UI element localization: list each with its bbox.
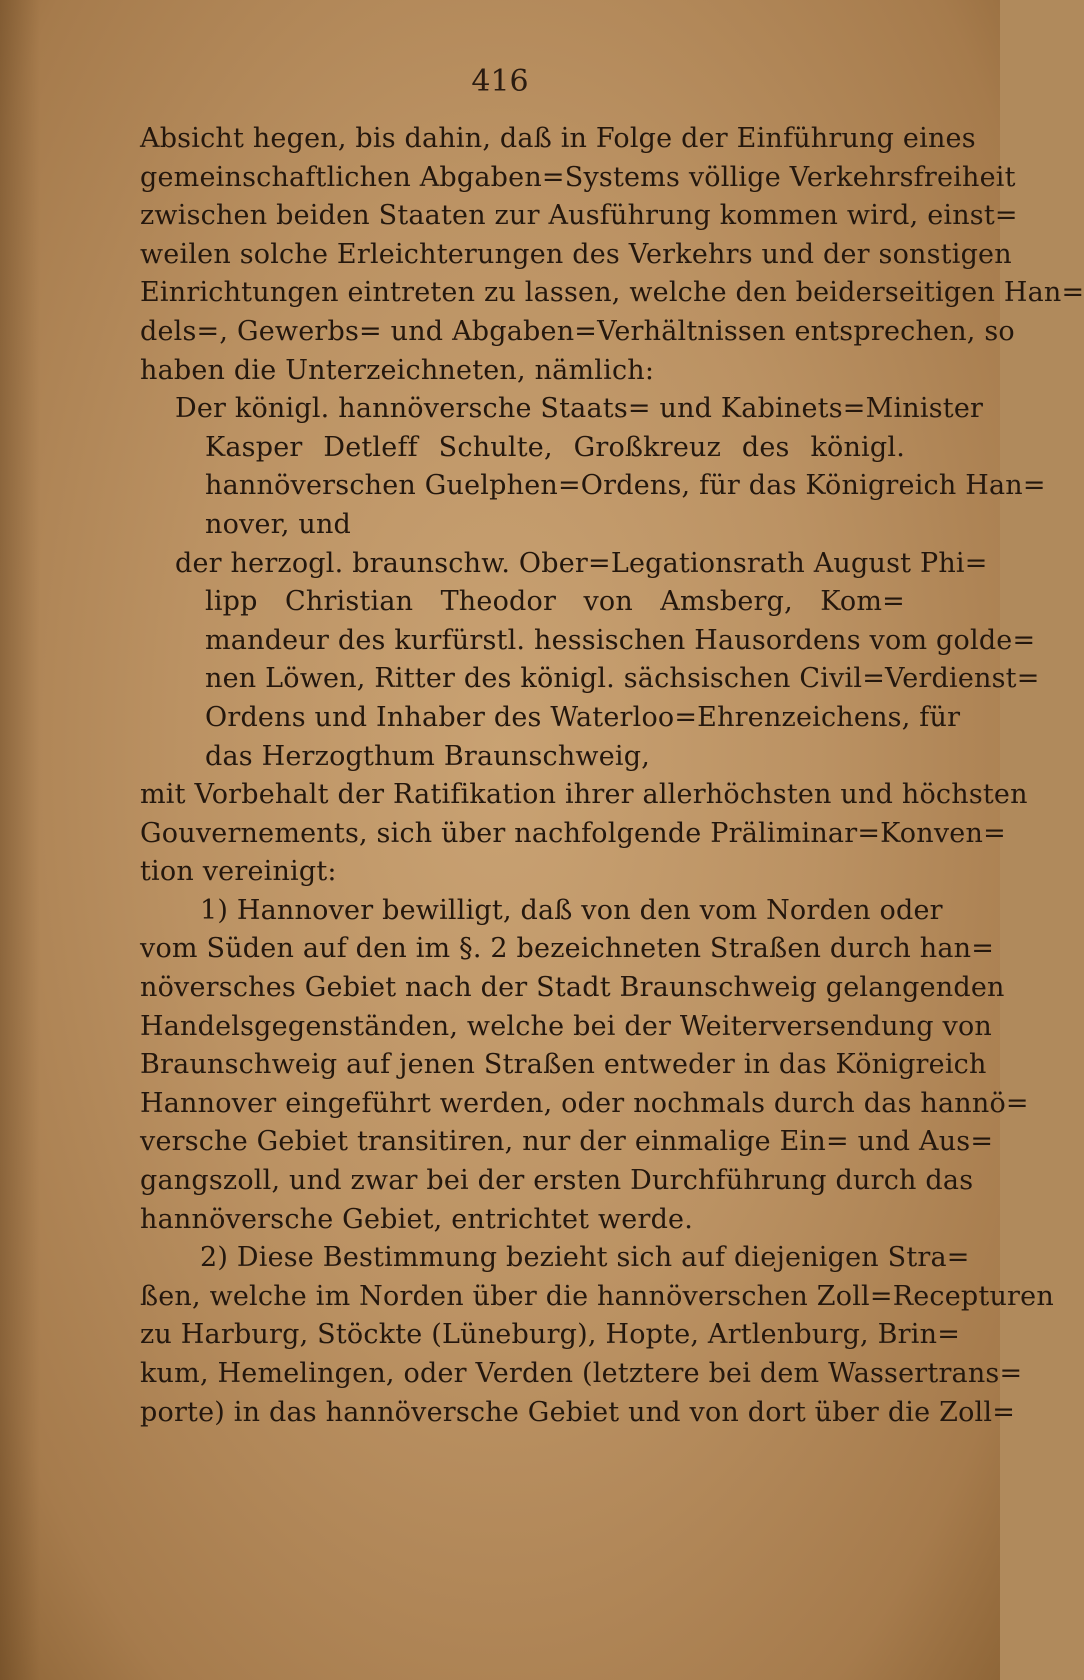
text-line: haben die Unterzeichneten, nämlich: [140,354,655,386]
text-line: Hannover eingeführt werden, oder nochmals durch das hannö= [140,1087,1029,1119]
text-line: Der königl. hannöversche Staats= und Kabinets=Minister [175,393,984,425]
text-line: Einrichtungen eintreten zu lassen, welche den beiderseitigen Han= [140,277,1084,309]
text-line: nen Löwen, Ritter des königl. sächsischen Civil=Verdienst= [205,663,1040,695]
text-line: hannöverschen Guelphen=Ordens, für das Königreich Han= [205,470,1046,502]
text-line: zu Harburg, Stöckte (Lüneburg), Hopte, Artlenburg, Brin= [140,1319,961,1351]
text-line: gangszoll, und zwar bei der ersten Durchführung durch das [140,1165,974,1197]
page-edge-shadow [0,0,40,1680]
text-line: Handelsgegenständen, welche bei der Weiterversendung von [140,1010,993,1042]
text-line: 2) Diese Bestimmung bezieht sich auf diejenigen Stra= [200,1242,970,1274]
text-line: mit Vorbehalt der Ratifikation ihrer allerhöchsten und höchsten [140,779,1028,811]
text-line: ßen, welche im Norden über die hannöverschen Zoll=Recepturen [140,1280,1054,1312]
text-line: zwischen beiden Staaten zur Ausführung kommen wird, einst= [140,200,1018,232]
text-line: Ordens und Inhaber des Waterloo=Ehrenzeichens, für [205,701,961,733]
text-line: kum, Hemelingen, oder Verden (letztere bei dem Wassertrans= [140,1358,1023,1389]
text-line: 1) Hannover bewilligt, daß von den vom Norden oder [200,894,943,926]
text-line: Kasper Detleff Schulte, Großkreuz des königl. [205,431,905,463]
text-line: Absicht hegen, bis dahin, daß in Folge der Einführung eines [140,123,976,154]
text-line: dels=, Gewerbs= und Abgaben=Verhältnissen entsprechen, so [140,315,1015,347]
text-line: hannöversche Gebiet, entrichtet werde. [140,1203,694,1235]
text-line: nover, und [205,508,352,540]
text-line: der herzogl. braunschw. Ober=Legationsrath August Phi= [175,547,988,579]
text-line: porte) in das hannöversche Gebiet und von dort über die Zoll= [140,1396,1016,1428]
text-line: Braunschweig auf jenen Straßen entweder in das Königreich [140,1049,987,1081]
text-line: versche Gebiet transitiren, nur der einmalige Ein= und Aus= [140,1126,994,1158]
text-line: tion vereinigt: [140,856,337,888]
text-line: mandeur des kurfürstl. hessischen Hausordens vom golde= [205,624,1036,656]
text-line: Gouvernements, sich über nachfolgende Präliminar=Konven= [140,817,1006,849]
text-line: weilen solche Erleichterungen des Verkehrs und der sonstigen [140,238,1012,270]
text-line: gemeinschaftlichen Abgaben=Systems völlige Verkehrsfreiheit [140,161,1016,193]
text-line: das Herzogthum Braunschweig, [205,740,651,772]
text-line: lipp Christian Theodor von Amsberg, Kom= [205,586,905,618]
text-line: vom Süden auf den im §. 2 bezeichneten Straßen durch han= [140,933,995,965]
page-number: 416 [471,64,529,99]
body-text [140,120,1084,1432]
text-line: növersches Gebiet nach der Stadt Braunschweig gelangenden [140,972,1005,1004]
